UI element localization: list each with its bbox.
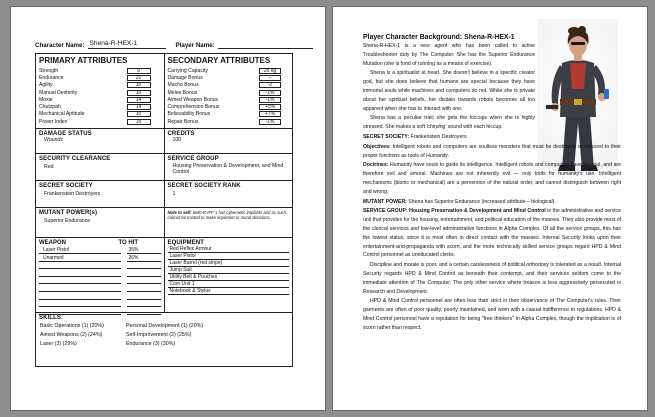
secret-society-rank-value: 1 — [172, 191, 176, 198]
weapon-to-hit: 35% — [127, 247, 161, 254]
attribute-value-box: -2 — [259, 82, 281, 88]
weapon-to-hit — [127, 268, 161, 269]
attribute-name: Melee Bonus — [167, 89, 198, 96]
secret-society-rank — [164, 181, 293, 207]
damage-status-value: Wounds — [44, 137, 64, 144]
weapon-row — [39, 284, 161, 292]
secret-society-label: SECRET SOCIETY — [39, 183, 93, 190]
character-sheet-page — [10, 6, 326, 411]
to-hit-col-label: TO HIT — [118, 240, 139, 247]
attribute-value-box: 10 — [127, 111, 151, 117]
attribute-value-box: 9 — [127, 68, 151, 74]
character-name-label: Character Name: — [35, 42, 85, 49]
attribute-value-box: 10 — [127, 90, 151, 96]
note-text — [168, 210, 290, 220]
primary-attribute-row — [39, 111, 161, 118]
secondary-attributes-list — [168, 67, 290, 125]
weapon-row — [39, 254, 161, 262]
note-to-self — [164, 208, 293, 237]
character-name-value: Shena-R-HEX-1 — [88, 40, 166, 49]
skills-grid — [39, 323, 289, 347]
society-row — [36, 181, 292, 208]
attribute-value-box: -1% — [259, 119, 281, 125]
secondary-attribute-row — [168, 89, 290, 96]
service-group — [164, 154, 293, 180]
primary-attributes-list — [39, 67, 161, 125]
equipment-item: Laser Pistol — [168, 253, 290, 260]
mutant-powers-label: MUTANT POWER(s) — [39, 210, 98, 217]
secondary-attribute-row — [168, 67, 290, 74]
damage-status-label: DAMAGE STATUS — [39, 131, 92, 138]
weapon-list — [39, 246, 161, 314]
attribute-sheet — [35, 53, 293, 367]
primary-attributes-title: PRIMARY ATTRIBUTES — [39, 56, 128, 65]
background-page — [332, 6, 648, 411]
equipment-item: Utility Belt & Pouches — [168, 274, 290, 281]
skill-entry: Aimed Weapons (2) (24%) — [40, 332, 103, 339]
weapon-to-hit — [127, 276, 161, 277]
bio-doctrines — [363, 161, 621, 196]
skills — [36, 313, 292, 366]
equipment-list — [168, 246, 290, 295]
bio-objectives — [363, 143, 621, 161]
bio-doctrines-label: Doctrines: — [363, 162, 389, 169]
security-clearance-label: SECURITY CLEARANCE — [39, 156, 111, 163]
attribute-name: Agility — [39, 82, 53, 89]
gear-row — [36, 238, 292, 313]
skills-row — [36, 313, 292, 366]
secret-society-value: Frankenstein Destroyers — [44, 191, 101, 198]
credits-value: 100 — [172, 137, 182, 144]
weapon-col-label: WEAPON — [39, 240, 66, 247]
secondary-attribute-row — [168, 103, 290, 110]
damage-status — [36, 129, 164, 153]
secondary-attributes — [164, 54, 293, 128]
primary-attribute-row — [39, 82, 161, 89]
attribute-name: Mechanical Aptitude — [39, 111, 85, 118]
bio-doctrines-text: Humanity have souls to guide its intelligence. Intelligent robots and computers have no soul, and are therefore evil and amoral. Machines are not inherently evil — only tools for humanity's use. Intelligent mechanisms (bionic or mechanical) are a perversion of the natural order, and cannot distinguish between right and wrong. — [363, 162, 621, 195]
note-prefix: Note to self: — [167, 210, 192, 216]
skills-label: SKILLS: — [39, 315, 64, 322]
attribute-name: Power Index — [39, 118, 68, 125]
secret-society-rank-label: SECRET SOCIETY RANK — [167, 183, 241, 190]
weapon-to-hit — [127, 283, 161, 284]
primary-attribute-row — [39, 74, 161, 81]
bio-intro: Shena-R-HEX-1 is a new agent who has been called to active Troubleshooter duty by The Computer. She has the Superior Endurance Mutation (she is fond of running as a means of exercise). — [363, 43, 535, 67]
attributes-row — [36, 54, 292, 129]
attribute-name: Chutzpah — [39, 104, 61, 111]
bio-service-group — [363, 207, 621, 260]
weapon-to-hit — [127, 299, 161, 300]
attribute-value-box: +5% — [259, 104, 281, 110]
background-title: Player Character Background: Shena-R-HEX-1 — [363, 34, 515, 41]
attribute-value-box: -1% — [259, 90, 281, 96]
weapon-name — [39, 268, 121, 269]
bio-mutant-power — [363, 198, 621, 207]
player-name-label: Player Name: — [175, 42, 215, 49]
attribute-name: Believability Bonus — [167, 111, 211, 118]
weapon-name — [39, 299, 121, 300]
primary-attribute-row — [39, 89, 161, 96]
weapon-row — [39, 246, 161, 254]
weapon-name: Laser Pistol — [39, 247, 121, 254]
mutant-powers — [36, 208, 164, 237]
weapon-row — [39, 277, 161, 285]
attribute-name: Manual Dexterity — [39, 89, 78, 96]
equipment-item: Laser Barrel (red stripe) — [168, 260, 290, 267]
equipment-item: Notebook & Stylus — [168, 288, 290, 295]
security-clearance — [36, 154, 164, 180]
weapons — [36, 238, 164, 312]
skill-entry: Basic Operations (1) (20%) — [40, 323, 104, 330]
weapon-name: Unarmed — [39, 255, 121, 262]
attribute-value-box: +7% — [259, 111, 281, 117]
attribute-name: Aimed Weapon Bonus — [167, 96, 219, 103]
secondary-attribute-row — [168, 96, 290, 103]
bio-mp-text: Shena has Superior Endurance (increased attribute – biological). — [406, 198, 556, 205]
weapon-name — [39, 276, 121, 277]
weapon-name — [39, 283, 121, 284]
attribute-value-box: 25 kg — [259, 68, 281, 74]
service-group-label: SERVICE GROUP — [167, 156, 219, 163]
attribute-name: Moxie — [39, 96, 53, 103]
credits — [164, 129, 293, 153]
weapon-name — [39, 291, 121, 292]
secret-society — [36, 181, 164, 207]
status-row — [36, 129, 292, 154]
skill-entry: Self-Improvement (2) (25%) — [126, 332, 192, 339]
attribute-name: Comprehension Bonus — [167, 104, 220, 111]
skill-entry: Endurance (3) (30%) — [126, 341, 176, 348]
equipment-item: Red Reflec Armour — [168, 246, 290, 253]
attribute-value-box: 14 — [127, 104, 151, 110]
bio-sg-label: SERVICE GROUP: Housing Preservation & Development and Mind Control — [363, 208, 546, 215]
bio-discipline: Discipline and morale is poor, and a certain carelessness of political orthodoxy is tolerated as a result. Internal Security regards HPD & Mind Control as beneath their contempt, and their services seldom come to the immediate attention of The Computer. The only other service where treason is less aggressively persecuted is Research and Development. — [363, 262, 621, 295]
equipment — [164, 238, 293, 312]
attribute-name: Repair Bonus — [167, 118, 199, 125]
attribute-value-box: 10 — [127, 82, 151, 88]
attribute-value-box: 21 — [127, 75, 151, 81]
attribute-name: Endurance — [39, 74, 64, 81]
mutant-powers-value: Superior Endurance — [44, 218, 91, 225]
weapons-header — [39, 240, 161, 246]
weapon-to-hit — [127, 291, 161, 292]
primary-attribute-row — [39, 103, 161, 110]
bio-objectives-label: Objectives: — [363, 143, 391, 150]
background-text — [363, 33, 621, 333]
secondary-attribute-row — [168, 118, 290, 125]
secondary-attribute-row — [168, 82, 290, 89]
weapon-to-hit: 26% — [127, 255, 161, 262]
attribute-value-box: -1% — [259, 97, 281, 103]
bio-sg-text: is the administrative and service unit that provides for the housing, entertainment, and political education of the masses. They also provide most of the clerical services and low-level administrative functions in Alpha Complex. Of all the service groups, this has the lowest status, since it is most often in direct contact with the masses. Internal Security looks upon their entertainment-and-propaganda with scorn, and the more technically skilled service groups regard HPD & Mind Control personnel as uneducated clerks. — [363, 208, 621, 259]
bio-spiritualist: Shena is a spiritualist at heart. She doesn't believe in a specific creator god, but she does believe that humans are special because they have immortal souls while machines and computers do not. While she is private about her spiritual beliefs, her disdain towards robots becomes all too apparent when she has to interact with one. — [363, 70, 535, 112]
service-group-value: Housing Preservation & Development, and Mind Control — [172, 163, 284, 176]
equipment-label: EQUIPMENT — [167, 240, 205, 247]
bio-objectives-text: Intelligent robots and computers are soulless monsters that must be destroyed or reduced to their proper functions as tools of Humanity. — [363, 143, 621, 159]
bio-secret-society — [363, 133, 621, 142]
attribute-value-box: – — [259, 75, 281, 81]
player-name-value — [218, 48, 313, 49]
secondary-attribute-row — [168, 111, 290, 118]
secondary-attribute-row — [168, 74, 290, 81]
attribute-value-box: 14 — [127, 97, 151, 103]
bio-mp-label: MUTANT POWER: — [363, 198, 407, 205]
attribute-value-box: 15 — [127, 119, 151, 125]
primary-attributes — [36, 54, 164, 128]
sheet-header — [35, 37, 315, 49]
weapon-name — [39, 306, 121, 307]
primary-attribute-row — [39, 118, 161, 125]
credits-label: CREDITS — [167, 131, 195, 138]
skill-entry: Laser (3) (29%) — [40, 341, 77, 348]
primary-attribute-row — [39, 67, 161, 74]
attribute-name: Macho Bonus — [167, 82, 199, 89]
weapon-row — [39, 292, 161, 300]
equipment-item: Jump Suit — [168, 267, 290, 274]
weapon-row — [39, 262, 161, 270]
bio-hpd-personnel: HPD & Mind Control personnel are often less than strict in their observance of The Computer's rules. Their garments are often of poor quality, poorly maintained, and worn with a casual indifference to regulations. HPD & Mind Control personnel have a reputation for being "free thinkers" in Alpha Complex, though the implication is of scorn rather than respect. — [363, 298, 621, 331]
security-clearance-value: Red — [44, 164, 54, 171]
primary-attribute-row — [39, 96, 161, 103]
weapon-row — [39, 269, 161, 277]
bio-ss-label: SECRET SOCIETY: — [363, 133, 410, 140]
weapon-to-hit — [127, 306, 161, 307]
skill-entry: Personal Development (1) (20%) — [126, 323, 204, 330]
attribute-name: Strength — [39, 67, 59, 74]
bio-hiccups: Shena has a peculiar trait; she gets the hiccups when she is highly stressed. She makes a soft 'chirping' sound with each hiccup. — [363, 115, 535, 131]
mutant-row — [36, 208, 292, 238]
equipment-item: Com Unit 1 — [168, 281, 290, 288]
bio-ss-value: Frankenstein Destroyers — [409, 133, 467, 140]
secondary-attributes-title: SECONDARY ATTRIBUTES — [167, 56, 271, 65]
clearance-row — [36, 154, 292, 181]
attribute-name: Carrying Capacity — [167, 67, 208, 74]
weapon-row — [39, 300, 161, 308]
attribute-name: Damage Bonus — [167, 74, 203, 81]
note-body: Beth-R-IFF-1 has cybernetic implants and as such, cannot be trusted to make important or moral decisions. — [167, 210, 288, 221]
